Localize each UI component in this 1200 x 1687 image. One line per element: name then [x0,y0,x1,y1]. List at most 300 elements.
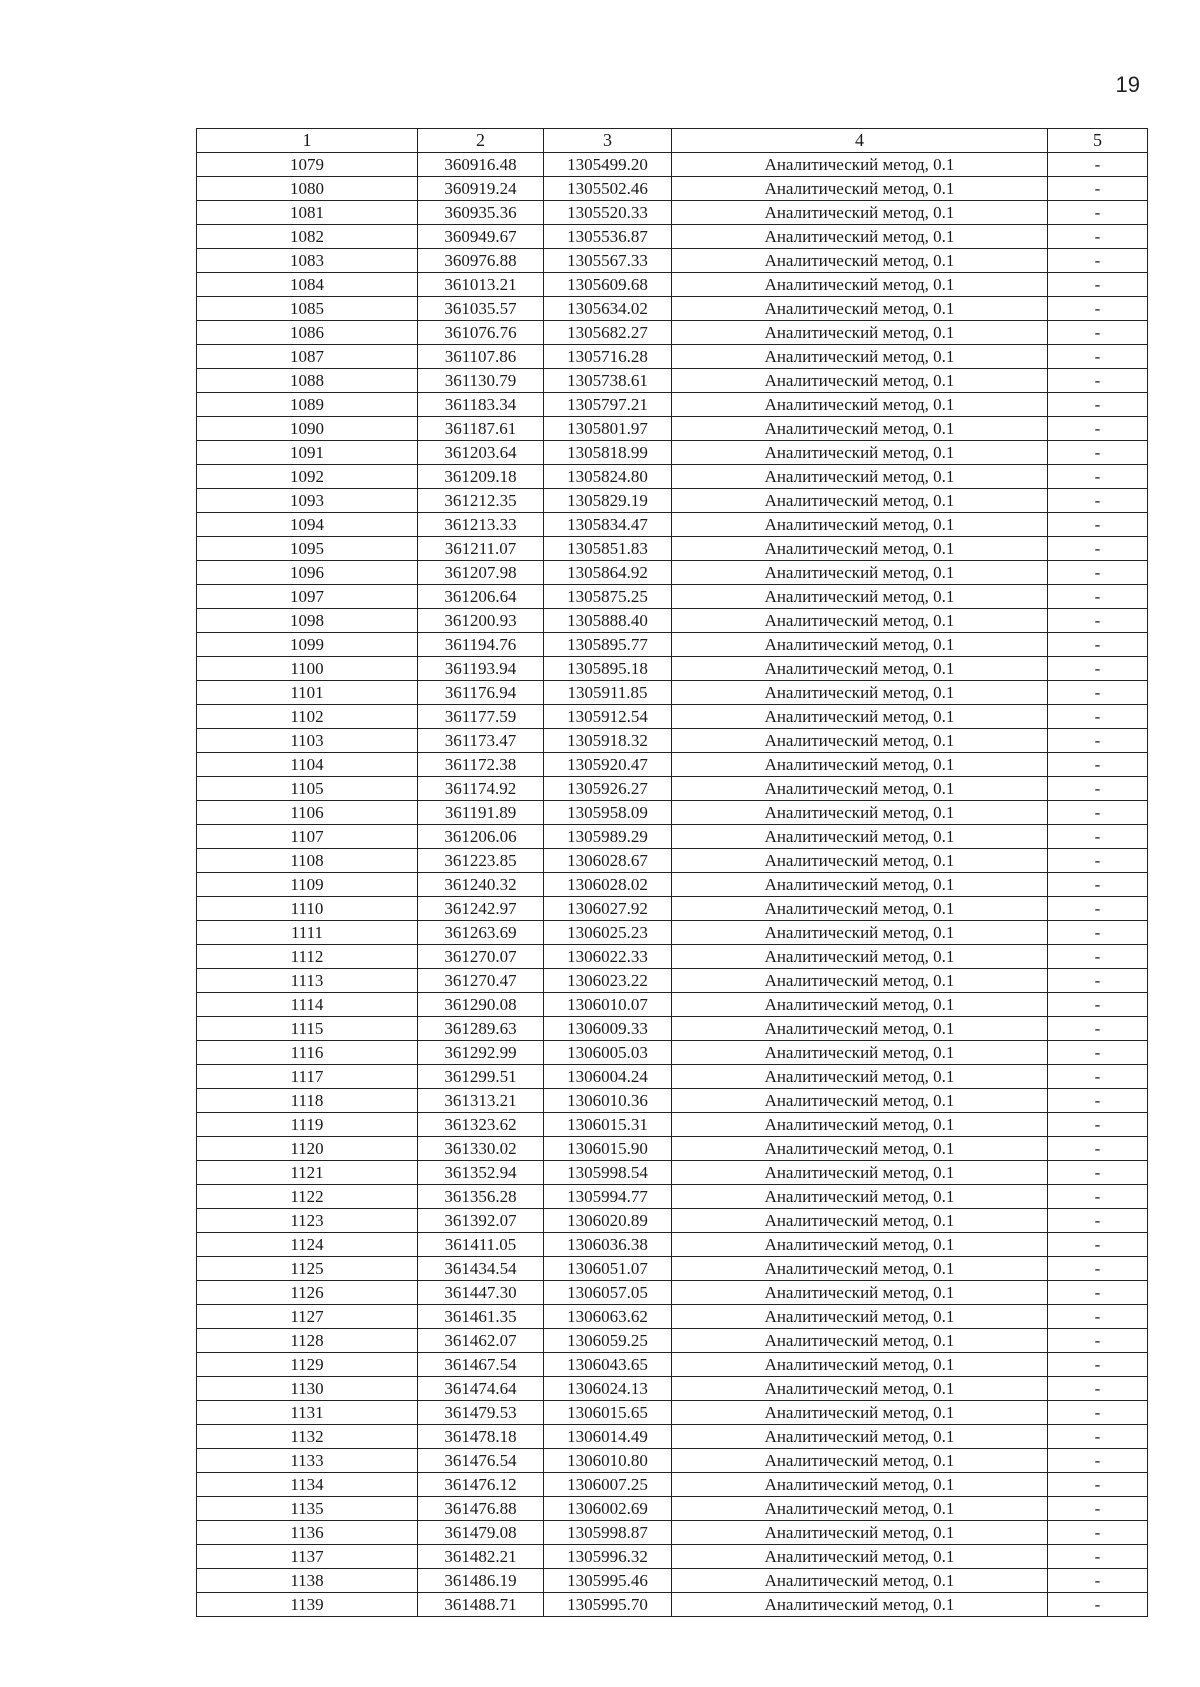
header-col-3: 3 [544,129,672,153]
x-coordinate-cell: 360935.36 [418,201,544,225]
point-number-cell: 1136 [197,1521,418,1545]
y-coordinate-cell: 1306043.65 [544,1353,672,1377]
method-accuracy-cell: Аналитический метод, 0.1 [672,849,1048,873]
note-cell: - [1048,609,1148,633]
y-coordinate-cell: 1306010.80 [544,1449,672,1473]
method-accuracy-cell: Аналитический метод, 0.1 [672,657,1048,681]
method-accuracy-cell: Аналитический метод, 0.1 [672,633,1048,657]
table-row [197,1089,1148,1113]
x-coordinate-cell: 361313.21 [418,1089,544,1113]
table-row [197,489,1148,513]
table-row [197,297,1148,321]
x-coordinate-cell: 361352.94 [418,1161,544,1185]
y-coordinate-cell: 1305989.29 [544,825,672,849]
note-cell: - [1048,1353,1148,1377]
x-coordinate-cell: 361183.34 [418,393,544,417]
x-coordinate-cell: 361172.38 [418,753,544,777]
point-number-cell: 1107 [197,825,418,849]
table-row [197,1593,1148,1617]
note-cell: - [1048,1593,1148,1617]
note-cell: - [1048,729,1148,753]
x-coordinate-cell: 361193.94 [418,657,544,681]
x-coordinate-cell: 360949.67 [418,225,544,249]
note-cell: - [1048,297,1148,321]
y-coordinate-cell: 1305824.80 [544,465,672,489]
y-coordinate-cell: 1306015.90 [544,1137,672,1161]
y-coordinate-cell: 1306004.24 [544,1065,672,1089]
x-coordinate-cell: 361467.54 [418,1353,544,1377]
note-cell: - [1048,1329,1148,1353]
point-number-cell: 1120 [197,1137,418,1161]
table-row [197,657,1148,681]
method-accuracy-cell: Аналитический метод, 0.1 [672,1161,1048,1185]
note-cell: - [1048,345,1148,369]
y-coordinate-cell: 1306010.36 [544,1089,672,1113]
method-accuracy-cell: Аналитический метод, 0.1 [672,897,1048,921]
note-cell: - [1048,1209,1148,1233]
point-number-cell: 1092 [197,465,418,489]
method-accuracy-cell: Аналитический метод, 0.1 [672,513,1048,537]
y-coordinate-cell: 1306010.07 [544,993,672,1017]
x-coordinate-cell: 361187.61 [418,417,544,441]
note-cell: - [1048,489,1148,513]
point-number-cell: 1099 [197,633,418,657]
point-number-cell: 1088 [197,369,418,393]
method-accuracy-cell: Аналитический метод, 0.1 [672,1545,1048,1569]
point-number-cell: 1117 [197,1065,418,1089]
point-number-cell: 1108 [197,849,418,873]
note-cell: - [1048,1305,1148,1329]
method-accuracy-cell: Аналитический метод, 0.1 [672,1041,1048,1065]
table-body [197,153,1148,1617]
table-row [197,345,1148,369]
point-number-cell: 1100 [197,657,418,681]
x-coordinate-cell: 360919.24 [418,177,544,201]
method-accuracy-cell: Аналитический метод, 0.1 [672,201,1048,225]
method-accuracy-cell: Аналитический метод, 0.1 [672,1569,1048,1593]
table-row [197,441,1148,465]
point-number-cell: 1122 [197,1185,418,1209]
table-row [197,1137,1148,1161]
note-cell: - [1048,777,1148,801]
table-row [197,801,1148,825]
method-accuracy-cell: Аналитический метод, 0.1 [672,1209,1048,1233]
note-cell: - [1048,921,1148,945]
note-cell: - [1048,1017,1148,1041]
method-accuracy-cell: Аналитический метод, 0.1 [672,1233,1048,1257]
x-coordinate-cell: 361206.64 [418,585,544,609]
table-row [197,513,1148,537]
method-accuracy-cell: Аналитический метод, 0.1 [672,945,1048,969]
method-accuracy-cell: Аналитический метод, 0.1 [672,825,1048,849]
point-number-cell: 1138 [197,1569,418,1593]
point-number-cell: 1082 [197,225,418,249]
table-row [197,201,1148,225]
table-row [197,1353,1148,1377]
x-coordinate-cell: 361486.19 [418,1569,544,1593]
x-coordinate-cell: 361461.35 [418,1305,544,1329]
point-number-cell: 1121 [197,1161,418,1185]
y-coordinate-cell: 1305888.40 [544,609,672,633]
point-number-cell: 1102 [197,705,418,729]
method-accuracy-cell: Аналитический метод, 0.1 [672,465,1048,489]
note-cell: - [1048,273,1148,297]
method-accuracy-cell: Аналитический метод, 0.1 [672,1473,1048,1497]
y-coordinate-cell: 1305998.87 [544,1521,672,1545]
table-row [197,465,1148,489]
table-row [197,1329,1148,1353]
table-row [197,273,1148,297]
table-row [197,1161,1148,1185]
table-row [197,729,1148,753]
point-number-cell: 1130 [197,1377,418,1401]
method-accuracy-cell: Аналитический метод, 0.1 [672,921,1048,945]
point-number-cell: 1115 [197,1017,418,1041]
y-coordinate-cell: 1305716.28 [544,345,672,369]
point-number-cell: 1133 [197,1449,418,1473]
x-coordinate-cell: 361213.33 [418,513,544,537]
table-row [197,1017,1148,1041]
note-cell: - [1048,1425,1148,1449]
table-row [197,1209,1148,1233]
method-accuracy-cell: Аналитический метод, 0.1 [672,273,1048,297]
table-row [197,921,1148,945]
note-cell: - [1048,249,1148,273]
y-coordinate-cell: 1306024.13 [544,1377,672,1401]
method-accuracy-cell: Аналитический метод, 0.1 [672,489,1048,513]
y-coordinate-cell: 1306015.65 [544,1401,672,1425]
x-coordinate-cell: 361476.88 [418,1497,544,1521]
point-number-cell: 1118 [197,1089,418,1113]
table-row [197,1113,1148,1137]
method-accuracy-cell: Аналитический метод, 0.1 [672,1113,1048,1137]
point-number-cell: 1085 [197,297,418,321]
x-coordinate-cell: 361411.05 [418,1233,544,1257]
point-number-cell: 1128 [197,1329,418,1353]
header-col-4: 4 [672,129,1048,153]
note-cell: - [1048,801,1148,825]
x-coordinate-cell: 361299.51 [418,1065,544,1089]
note-cell: - [1048,465,1148,489]
x-coordinate-cell: 361478.18 [418,1425,544,1449]
y-coordinate-cell: 1305918.32 [544,729,672,753]
point-number-cell: 1087 [197,345,418,369]
y-coordinate-cell: 1306020.89 [544,1209,672,1233]
point-number-cell: 1083 [197,249,418,273]
note-cell: - [1048,1161,1148,1185]
table-row [197,681,1148,705]
y-coordinate-cell: 1306036.38 [544,1233,672,1257]
y-coordinate-cell: 1305864.92 [544,561,672,585]
point-number-cell: 1096 [197,561,418,585]
point-number-cell: 1089 [197,393,418,417]
point-number-cell: 1081 [197,201,418,225]
x-coordinate-cell: 361211.07 [418,537,544,561]
table-row [197,225,1148,249]
x-coordinate-cell: 361292.99 [418,1041,544,1065]
note-cell: - [1048,1233,1148,1257]
note-cell: - [1048,393,1148,417]
x-coordinate-cell: 361479.08 [418,1521,544,1545]
x-coordinate-cell: 361330.02 [418,1137,544,1161]
table-row [197,1473,1148,1497]
table-header [197,129,1148,153]
y-coordinate-cell: 1306023.22 [544,969,672,993]
note-cell: - [1048,993,1148,1017]
method-accuracy-cell: Аналитический метод, 0.1 [672,441,1048,465]
y-coordinate-cell: 1305682.27 [544,321,672,345]
x-coordinate-cell: 361323.62 [418,1113,544,1137]
point-number-cell: 1134 [197,1473,418,1497]
y-coordinate-cell: 1305536.87 [544,225,672,249]
note-cell: - [1048,1401,1148,1425]
note-cell: - [1048,825,1148,849]
y-coordinate-cell: 1306007.25 [544,1473,672,1497]
y-coordinate-cell: 1305895.18 [544,657,672,681]
point-number-cell: 1114 [197,993,418,1017]
point-number-cell: 1103 [197,729,418,753]
note-cell: - [1048,153,1148,177]
point-number-cell: 1095 [197,537,418,561]
method-accuracy-cell: Аналитический метод, 0.1 [672,249,1048,273]
y-coordinate-cell: 1305851.83 [544,537,672,561]
method-accuracy-cell: Аналитический метод, 0.1 [672,1137,1048,1161]
method-accuracy-cell: Аналитический метод, 0.1 [672,969,1048,993]
y-coordinate-cell: 1305818.99 [544,441,672,465]
note-cell: - [1048,849,1148,873]
note-cell: - [1048,897,1148,921]
x-coordinate-cell: 361194.76 [418,633,544,657]
method-accuracy-cell: Аналитический метод, 0.1 [672,1089,1048,1113]
x-coordinate-cell: 361476.54 [418,1449,544,1473]
table-row [197,369,1148,393]
point-number-cell: 1123 [197,1209,418,1233]
x-coordinate-cell: 361474.64 [418,1377,544,1401]
y-coordinate-cell: 1305801.97 [544,417,672,441]
x-coordinate-cell: 361107.86 [418,345,544,369]
x-coordinate-cell: 361207.98 [418,561,544,585]
y-coordinate-cell: 1305567.33 [544,249,672,273]
note-cell: - [1048,1473,1148,1497]
y-coordinate-cell: 1305502.46 [544,177,672,201]
method-accuracy-cell: Аналитический метод, 0.1 [672,1329,1048,1353]
x-coordinate-cell: 361177.59 [418,705,544,729]
method-accuracy-cell: Аналитический метод, 0.1 [672,321,1048,345]
method-accuracy-cell: Аналитический метод, 0.1 [672,753,1048,777]
method-accuracy-cell: Аналитический метод, 0.1 [672,1377,1048,1401]
method-accuracy-cell: Аналитический метод, 0.1 [672,681,1048,705]
table-row [197,609,1148,633]
y-coordinate-cell: 1305829.19 [544,489,672,513]
y-coordinate-cell: 1305926.27 [544,777,672,801]
note-cell: - [1048,681,1148,705]
header-col-2: 2 [418,129,544,153]
table-row [197,1041,1148,1065]
note-cell: - [1048,537,1148,561]
y-coordinate-cell: 1305609.68 [544,273,672,297]
x-coordinate-cell: 361174.92 [418,777,544,801]
point-number-cell: 1119 [197,1113,418,1137]
x-coordinate-cell: 361482.21 [418,1545,544,1569]
table-row [197,705,1148,729]
x-coordinate-cell: 361263.69 [418,921,544,945]
y-coordinate-cell: 1306005.03 [544,1041,672,1065]
y-coordinate-cell: 1306051.07 [544,1257,672,1281]
method-accuracy-cell: Аналитический метод, 0.1 [672,1353,1048,1377]
point-number-cell: 1093 [197,489,418,513]
note-cell: - [1048,1521,1148,1545]
note-cell: - [1048,1065,1148,1089]
method-accuracy-cell: Аналитический метод, 0.1 [672,177,1048,201]
point-number-cell: 1079 [197,153,418,177]
method-accuracy-cell: Аналитический метод, 0.1 [672,801,1048,825]
note-cell: - [1048,225,1148,249]
method-accuracy-cell: Аналитический метод, 0.1 [672,561,1048,585]
x-coordinate-cell: 361206.06 [418,825,544,849]
note-cell: - [1048,1041,1148,1065]
note-cell: - [1048,201,1148,225]
point-number-cell: 1106 [197,801,418,825]
x-coordinate-cell: 361290.08 [418,993,544,1017]
y-coordinate-cell: 1305520.33 [544,201,672,225]
table-row [197,969,1148,993]
x-coordinate-cell: 361200.93 [418,609,544,633]
table-row [197,1185,1148,1209]
point-number-cell: 1084 [197,273,418,297]
point-number-cell: 1135 [197,1497,418,1521]
method-accuracy-cell: Аналитический метод, 0.1 [672,537,1048,561]
method-accuracy-cell: Аналитический метод, 0.1 [672,1401,1048,1425]
y-coordinate-cell: 1306028.67 [544,849,672,873]
note-cell: - [1048,1569,1148,1593]
point-number-cell: 1101 [197,681,418,705]
note-cell: - [1048,945,1148,969]
point-number-cell: 1091 [197,441,418,465]
point-number-cell: 1132 [197,1425,418,1449]
method-accuracy-cell: Аналитический метод, 0.1 [672,393,1048,417]
y-coordinate-cell: 1305834.47 [544,513,672,537]
y-coordinate-cell: 1306027.92 [544,897,672,921]
method-accuracy-cell: Аналитический метод, 0.1 [672,777,1048,801]
point-number-cell: 1127 [197,1305,418,1329]
x-coordinate-cell: 361013.21 [418,273,544,297]
method-accuracy-cell: Аналитический метод, 0.1 [672,585,1048,609]
x-coordinate-cell: 361488.71 [418,1593,544,1617]
point-number-cell: 1129 [197,1353,418,1377]
y-coordinate-cell: 1305499.20 [544,153,672,177]
y-coordinate-cell: 1306028.02 [544,873,672,897]
note-cell: - [1048,1137,1148,1161]
method-accuracy-cell: Аналитический метод, 0.1 [672,729,1048,753]
y-coordinate-cell: 1306022.33 [544,945,672,969]
note-cell: - [1048,1377,1148,1401]
table-row [197,1569,1148,1593]
note-cell: - [1048,1113,1148,1137]
x-coordinate-cell: 361240.32 [418,873,544,897]
x-coordinate-cell: 361447.30 [418,1281,544,1305]
method-accuracy-cell: Аналитический метод, 0.1 [672,1497,1048,1521]
x-coordinate-cell: 361209.18 [418,465,544,489]
x-coordinate-cell: 361289.63 [418,1017,544,1041]
method-accuracy-cell: Аналитический метод, 0.1 [672,153,1048,177]
point-number-cell: 1137 [197,1545,418,1569]
table-row [197,993,1148,1017]
coordinates-table [196,128,1148,1617]
y-coordinate-cell: 1305996.32 [544,1545,672,1569]
note-cell: - [1048,1089,1148,1113]
x-coordinate-cell: 361479.53 [418,1401,544,1425]
table-row [197,1425,1148,1449]
point-number-cell: 1097 [197,585,418,609]
note-cell: - [1048,417,1148,441]
x-coordinate-cell: 361356.28 [418,1185,544,1209]
point-number-cell: 1131 [197,1401,418,1425]
method-accuracy-cell: Аналитический метод, 0.1 [672,1281,1048,1305]
table-row [197,633,1148,657]
note-cell: - [1048,561,1148,585]
note-cell: - [1048,513,1148,537]
note-cell: - [1048,321,1148,345]
point-number-cell: 1109 [197,873,418,897]
x-coordinate-cell: 361434.54 [418,1257,544,1281]
y-coordinate-cell: 1306025.23 [544,921,672,945]
y-coordinate-cell: 1305895.77 [544,633,672,657]
y-coordinate-cell: 1305634.02 [544,297,672,321]
x-coordinate-cell: 360976.88 [418,249,544,273]
point-number-cell: 1105 [197,777,418,801]
table-row [197,1545,1148,1569]
method-accuracy-cell: Аналитический метод, 0.1 [672,417,1048,441]
note-cell: - [1048,585,1148,609]
table-row [197,897,1148,921]
x-coordinate-cell: 361223.85 [418,849,544,873]
point-number-cell: 1116 [197,1041,418,1065]
table-row [197,321,1148,345]
note-cell: - [1048,969,1148,993]
y-coordinate-cell: 1305738.61 [544,369,672,393]
table-row [197,585,1148,609]
y-coordinate-cell: 1305920.47 [544,753,672,777]
x-coordinate-cell: 361270.47 [418,969,544,993]
method-accuracy-cell: Аналитический метод, 0.1 [672,369,1048,393]
y-coordinate-cell: 1305912.54 [544,705,672,729]
table-row [197,825,1148,849]
table-row [197,1281,1148,1305]
y-coordinate-cell: 1306063.62 [544,1305,672,1329]
header-col-1: 1 [197,129,418,153]
method-accuracy-cell: Аналитический метод, 0.1 [672,1305,1048,1329]
note-cell: - [1048,1497,1148,1521]
x-coordinate-cell: 361130.79 [418,369,544,393]
point-number-cell: 1110 [197,897,418,921]
method-accuracy-cell: Аналитический метод, 0.1 [672,993,1048,1017]
method-accuracy-cell: Аналитический метод, 0.1 [672,609,1048,633]
table-row [197,1065,1148,1089]
note-cell: - [1048,633,1148,657]
point-number-cell: 1090 [197,417,418,441]
table-row [197,1401,1148,1425]
point-number-cell: 1104 [197,753,418,777]
x-coordinate-cell: 361392.07 [418,1209,544,1233]
method-accuracy-cell: Аналитический метод, 0.1 [672,1521,1048,1545]
table-row [197,417,1148,441]
point-number-cell: 1124 [197,1233,418,1257]
method-accuracy-cell: Аналитический метод, 0.1 [672,225,1048,249]
x-coordinate-cell: 361076.76 [418,321,544,345]
method-accuracy-cell: Аналитический метод, 0.1 [672,1185,1048,1209]
table-row [197,177,1148,201]
method-accuracy-cell: Аналитический метод, 0.1 [672,1425,1048,1449]
